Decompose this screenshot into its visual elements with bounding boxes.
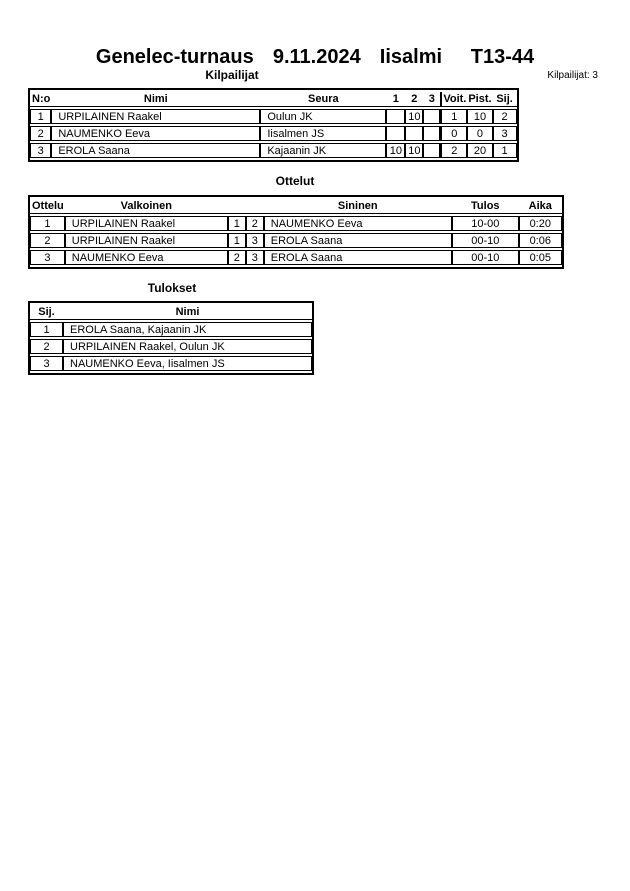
cell-aika: 0:05 bbox=[519, 250, 562, 265]
cell-match2: 10 bbox=[405, 109, 423, 124]
ottelut-table bbox=[28, 195, 564, 269]
cell-aika: 0:20 bbox=[519, 216, 562, 231]
section-heading-tulokset: Tulokset bbox=[147, 281, 197, 295]
cell-valkoinen: URPILAINEN Raakel bbox=[65, 233, 228, 248]
table-row bbox=[30, 143, 517, 158]
tulokset-header-row bbox=[30, 305, 312, 320]
col-header-nimi: Nimi bbox=[51, 92, 260, 107]
cell-match3 bbox=[423, 109, 440, 124]
table-row bbox=[30, 250, 562, 265]
cell-match3 bbox=[423, 143, 440, 158]
cell-match1: 10 bbox=[386, 143, 405, 158]
col-header-match3: 3 bbox=[423, 92, 440, 107]
col-header-blue-no bbox=[246, 199, 264, 214]
table-row bbox=[30, 216, 562, 231]
cell-no: 3 bbox=[30, 143, 51, 158]
cell-ottelu: 3 bbox=[30, 250, 65, 265]
cell-aika: 0:06 bbox=[519, 233, 562, 248]
cell-voit: 0 bbox=[440, 126, 467, 141]
cell-match2 bbox=[405, 126, 423, 141]
cell-valkoinen: NAUMENKO Eeva bbox=[65, 250, 228, 265]
section-heading-kilpailijat: Kilpailijat bbox=[205, 68, 259, 82]
cell-tulos: 00-10 bbox=[452, 250, 519, 265]
col-header-seura: Seura bbox=[260, 92, 386, 107]
col-header-sininen: Sininen bbox=[264, 199, 452, 214]
cell-sininen: EROLA Saana bbox=[264, 233, 452, 248]
table-row bbox=[30, 339, 312, 354]
col-header-pist: Pist. bbox=[468, 93, 492, 105]
cell-pist: 10 bbox=[467, 109, 492, 124]
cell-seura: Kajaanin JK bbox=[260, 143, 386, 158]
cell-voit: 1 bbox=[440, 109, 467, 124]
table-row bbox=[30, 356, 312, 371]
col-header-valkoinen: Valkoinen bbox=[65, 199, 228, 214]
kilpailijat-table bbox=[28, 88, 519, 162]
table-row bbox=[30, 233, 562, 248]
cell-nimi: EROLA Saana, Kajaanin JK bbox=[63, 322, 312, 337]
cell-tulos: 00-10 bbox=[452, 233, 519, 248]
cell-no: 2 bbox=[30, 126, 51, 141]
cell-seura: Oulun JK bbox=[260, 109, 386, 124]
cell-sij: 2 bbox=[30, 339, 63, 354]
col-header-no: N:o bbox=[32, 93, 51, 105]
cell-blue-no: 3 bbox=[246, 250, 264, 265]
cell-match3 bbox=[423, 126, 440, 141]
cell-nimi: NAUMENKO Eeva bbox=[51, 126, 260, 141]
cell-nimi: EROLA Saana bbox=[51, 143, 260, 158]
ottelut-header-row bbox=[30, 199, 562, 214]
tulokset-table bbox=[28, 301, 314, 375]
cell-ottelu: 1 bbox=[30, 216, 65, 231]
cell-sij: 1 bbox=[493, 143, 517, 158]
cell-blue-no: 2 bbox=[246, 216, 264, 231]
col-header-ottelu: Ottelu bbox=[32, 200, 64, 212]
col-header-tulos: Tulos bbox=[452, 199, 519, 214]
col-header-match2: 2 bbox=[405, 92, 423, 107]
cell-sij: 1 bbox=[30, 322, 63, 337]
cell-sij: 3 bbox=[493, 126, 517, 141]
cell-pist: 0 bbox=[467, 126, 492, 141]
cell-ottelu: 2 bbox=[30, 233, 65, 248]
col-header-match1: 1 bbox=[386, 92, 405, 107]
cell-seura: Iisalmen JS bbox=[260, 126, 386, 141]
cell-sij: 3 bbox=[30, 356, 63, 371]
competitors-count: Kilpailijat: 3 bbox=[547, 70, 598, 81]
cell-white-no: 2 bbox=[228, 250, 246, 265]
col-header-sij: Sij. bbox=[30, 305, 63, 320]
cell-sininen: NAUMENKO Eeva bbox=[264, 216, 452, 231]
cell-valkoinen: URPILAINEN Raakel bbox=[65, 216, 228, 231]
cell-blue-no: 3 bbox=[246, 233, 264, 248]
table-row bbox=[30, 322, 312, 337]
col-header-aika: Aika bbox=[519, 199, 562, 214]
cell-white-no: 1 bbox=[228, 216, 246, 231]
cell-no: 1 bbox=[30, 109, 51, 124]
cell-sij: 2 bbox=[493, 109, 517, 124]
cell-nimi: URPILAINEN Raakel bbox=[51, 109, 260, 124]
cell-voit: 2 bbox=[440, 143, 467, 158]
col-header-sij: Sij. bbox=[493, 92, 517, 107]
col-header-voit: Voit. bbox=[440, 92, 467, 107]
cell-tulos: 10-00 bbox=[452, 216, 519, 231]
table-row bbox=[30, 109, 517, 124]
col-header-white-no bbox=[228, 199, 246, 214]
cell-pist: 20 bbox=[467, 143, 492, 158]
cell-nimi: URPILAINEN Raakel, Oulun JK bbox=[63, 339, 312, 354]
cell-match2: 10 bbox=[405, 143, 423, 158]
col-header-nimi: Nimi bbox=[63, 305, 312, 320]
cell-nimi: NAUMENKO Eeva, Iisalmen JS bbox=[63, 356, 312, 371]
cell-white-no: 1 bbox=[228, 233, 246, 248]
cell-match1 bbox=[386, 126, 405, 141]
kilpailijat-header-row bbox=[30, 92, 517, 107]
cell-match1 bbox=[386, 109, 405, 124]
cell-sininen: EROLA Saana bbox=[264, 250, 452, 265]
table-row bbox=[30, 126, 517, 141]
section-heading-ottelut: Ottelut bbox=[275, 174, 315, 188]
page-title: Genelec-turnaus 9.11.2024 Iisalmi T13-44 bbox=[95, 46, 535, 68]
